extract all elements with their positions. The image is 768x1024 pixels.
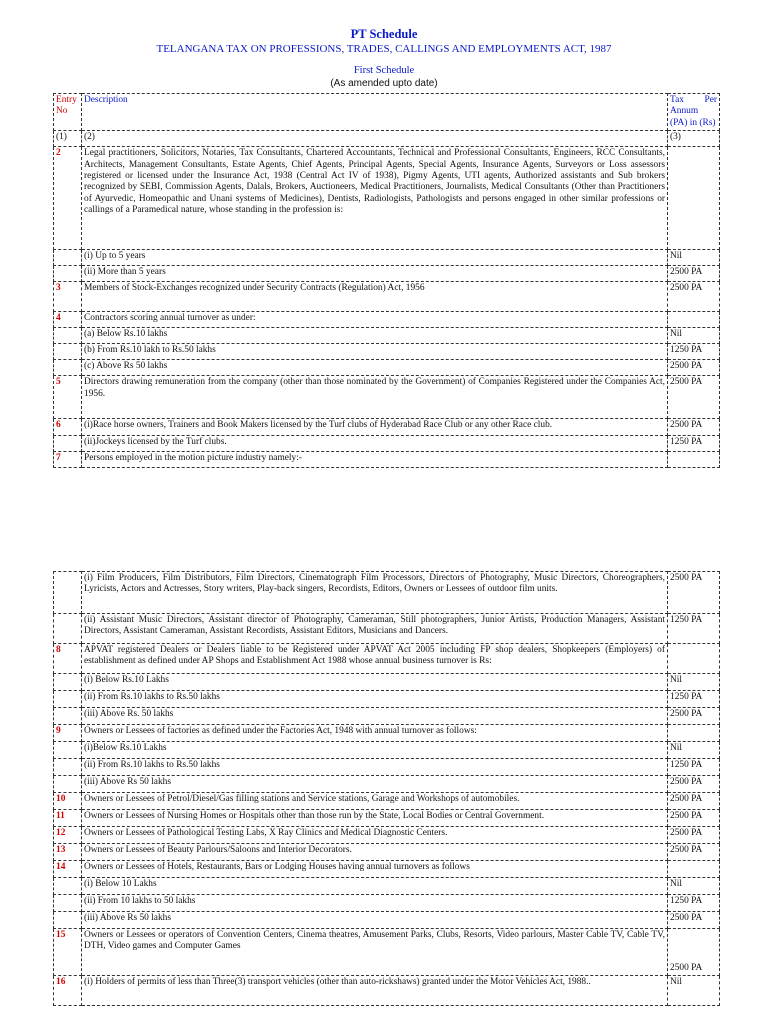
table-row [54,912,720,929]
schedule-table-page-2 [53,571,720,1006]
tax-amount: Nil [668,976,720,1006]
entry-description: Contractors scoring annual turnover as under: [82,312,668,328]
table-row [54,725,720,742]
col-header-tax: Tax Per Annum (PA) in (Rs) [668,94,720,131]
table-row [54,344,720,360]
entry-description: Owners or Lessees of Pathological Testing Labs, X Ray Clinics and Medical Diagnostic Centers. [82,827,668,844]
entry-sub-description: (ii)Jockeys licensed by the Turf clubs. [82,436,668,452]
table-row [54,614,720,644]
entry-sub-description: (iii) Above Rs. 50 lakhs [82,708,668,725]
table-row [54,827,720,844]
schedule-table-page-1 [53,93,720,468]
table-row [54,572,720,614]
entry-description: Owners or Lessees of Petrol/Diesel/Gas filling stations and Service stations, Garage and Workshops of automobiles. [82,793,668,810]
col-header-entry-no: Entry No [54,94,82,131]
col-number-1: (1) [54,131,82,147]
entry-sub-description: (iii) Above Rs 50 lakhs [82,912,668,929]
schedule-name: First Schedule [353,65,415,76]
entry-description: Owners or Lessees of Nursing Homes or Hospitals other than those run by the State, Local Bodies or Central Government. [82,810,668,827]
table-row [54,147,720,250]
entry-number: 14 [54,861,82,878]
tax-amount: Nil [668,328,720,344]
table-row [54,759,720,776]
entry-sub-description: (c) Above Rs 50 lakhs [82,360,668,376]
entry-description: Owners or Lessees of Beauty Parlours/Saloons and Interior Decorators. [82,844,668,861]
entry-sub-description: (ii) From Rs.10 lakhs to Rs.50 lakhs [82,759,668,776]
tax-amount: 2500 PA [668,793,720,810]
table-row [54,929,720,976]
entry-number: 6 [54,419,82,436]
entry-sub-description: (ii) Assistant Music Directors, Assistant director of Photography, Cameraman, Still photographers, Junior Artists, Production Managers, Assistant Directors, Assistant Cameraman, Assistant Recordists, Assistant Editors, Musicians and Dancers. [82,614,668,644]
table-header-row [54,94,720,131]
table-row [54,793,720,810]
tax-amount: 2500 PA [668,844,720,861]
entry-description: Owners or Lessees of Hotels, Restaurants, Bars or Lodging Houses having annual turnovers as follows [82,861,668,878]
tax-amount: 2500 PA [668,810,720,827]
act-name: TELANGANA TAX ON PROFESSIONS, TRADES, CALLINGS AND EMPLOYMENTS ACT, 1987 [156,43,612,55]
table-row [54,810,720,827]
table-row [54,328,720,344]
table-row [54,976,720,1006]
tax-amount: 1250 PA [668,614,720,644]
col-header-description: Description [82,94,668,131]
table-row [54,266,720,282]
table-row [54,419,720,436]
tax-amount: 1250 PA [668,344,720,360]
entry-sub-description: (i) Up to 5 years [82,250,668,266]
col-number-2: (2) [82,131,668,147]
entry-sub-description: (i)Race horse owners, Trainers and Book Makers licensed by the Turf clubs of Hyderabad Race Club or any other Race club. [82,419,668,436]
entry-description: Persons employed in the motion picture industry namely:- [82,452,668,468]
entry-number: 9 [54,725,82,742]
table-row [54,776,720,793]
tax-amount: Nil [668,742,720,759]
tax-amount: 2500 PA [668,360,720,376]
table-row [54,282,720,312]
tax-amount: Nil [668,674,720,691]
tax-amount: Nil [668,250,720,266]
table-row [54,691,720,708]
entry-number: 11 [54,810,82,827]
entry-sub-description: (b) From Rs.10 lakh to Rs.50 lakhs [82,344,668,360]
tax-amount: 2500 PA [668,827,720,844]
table-row [54,895,720,912]
entry-number: 10 [54,793,82,810]
tax-amount [668,147,720,250]
col-number-3: (3) [668,131,720,147]
tax-amount: 2500 PA [668,776,720,793]
entry-sub-description: (ii) More than 5 years [82,266,668,282]
entry-description: Owners or Lessees or operators of Convention Centers, Cinema theatres, Amusement Parks, Clubs, Resorts, Video parlours, Master Cable TV, Cable TV, DTH, Video games and Computer Games [82,929,668,976]
entry-number: 7 [54,452,82,468]
tax-amount: 1250 PA [668,759,720,776]
column-number-row [54,131,720,147]
entry-sub-description: (i)Below Rs.10 Lakhs [82,742,668,759]
amendment-note: (As amended upto date) [330,78,438,89]
tax-amount: 2500 PA [668,929,720,976]
entry-number: 16 [54,976,82,1006]
table-row [54,844,720,861]
tax-amount: 2500 PA [668,912,720,929]
table-row [54,360,720,376]
entry-sub-description: (iii) Above Rs 50 lakhs [82,776,668,793]
table-row [54,376,720,419]
table-row [54,436,720,452]
table-row [54,644,720,674]
table-row [54,250,720,266]
table-row [54,452,720,468]
entry-sub-description: (i) Below 10 Lakhs [82,878,668,895]
tax-amount: 2500 PA [668,572,720,614]
entry-description: Directors drawing remuneration from the company (other than those nominated by the Government) of Companies Registered under the Companies Act, 1956. [82,376,668,419]
tax-amount: 2500 PA [668,419,720,436]
table-row [54,708,720,725]
entry-sub-description: (ii) From 10 lakhs to 50 lakhs [82,895,668,912]
entry-number: 12 [54,827,82,844]
tax-amount: 1250 PA [668,691,720,708]
tax-amount: 2500 PA [668,282,720,312]
tax-amount: Nil [668,878,720,895]
entry-number: 2 [54,147,82,250]
entry-sub-description: (ii) From Rs.10 lakhs to Rs.50 lakhs [82,691,668,708]
document-title: PT Schedule [350,27,418,41]
entry-number: 13 [54,844,82,861]
entry-number: 3 [54,282,82,312]
entry-sub-description: (i) Below Rs.10 Lakhs [82,674,668,691]
entry-description: APVAT registered Dealers or Dealers liable to be Registered under APVAT Act 2005 including FP shop dealers, Shopkeepers (Employers) of establishment as defined under AP Shops and Establishment Act 1988 whose annual business turnover is Rs: [82,644,668,674]
document-header [0,27,768,90]
entry-number: 15 [54,929,82,976]
entry-number: 4 [54,312,82,328]
table-row [54,312,720,328]
entry-number: 8 [54,644,82,674]
entry-sub-description: (i) Film Producers, Film Distributors, Film Directors, Cinematograph Film Processors, Directors of Photography, Music Directors, Choreographers, Lyricists, Actors and Actresses, Story writers, Play-back singers, Recordists, Editors, Owners or Lessees of outdoor film units. [82,572,668,614]
tax-amount: 2500 PA [668,376,720,419]
entry-description: Legal practitioners, Solicitors, Notaries, Tax Consultants, Chartered Accountants, Technical and Professional Consultants, Engineers, RCC Consultants, Architects, Management Consultants, Estate Agents, Chief Agents, Principal Agents, Special Agents, Insurance Agents, Surveyors or Loss assessors registered or licensed under the Insurance Act, 1938 (Central Act IV of 1938), Pigmy Agents, UTI agents, Authorized assistants and Sub brokers recognized by SEBI, Commission Agents, Dalals, Brokers, Auctioneers, Medical Practitioners, Journalists, Medical Consultants (Other than Practitioners of Ayurvedic, Homeopathic and Unani systems of Medicines), Dentists, Radiologists, Pathologists and persons engaged in other similar professions or callings of a Paramedical nature, whose standing in the profession is: [82,147,668,250]
tax-amount: 2500 PA [668,708,720,725]
tax-amount: 1250 PA [668,436,720,452]
entry-description: Owners or Lessees of factories as defined under the Factories Act, 1948 with annual turnover as follows: [82,725,668,742]
tax-amount: 1250 PA [668,895,720,912]
table-row [54,878,720,895]
table-row [54,674,720,691]
entry-description: Members of Stock-Exchanges recognized under Security Contracts (Regulation) Act, 1956 [82,282,668,312]
table-row [54,861,720,878]
table-row [54,742,720,759]
entry-description: (i) Holders of permits of less than Three(3) transport vehicles (other than auto-rickshaws) granted under the Motor Vehicles Act, 1988.. [82,976,668,1006]
entry-number: 5 [54,376,82,419]
entry-sub-description: (a) Below Rs.10 lakhs [82,328,668,344]
tax-amount: 2500 PA [668,266,720,282]
